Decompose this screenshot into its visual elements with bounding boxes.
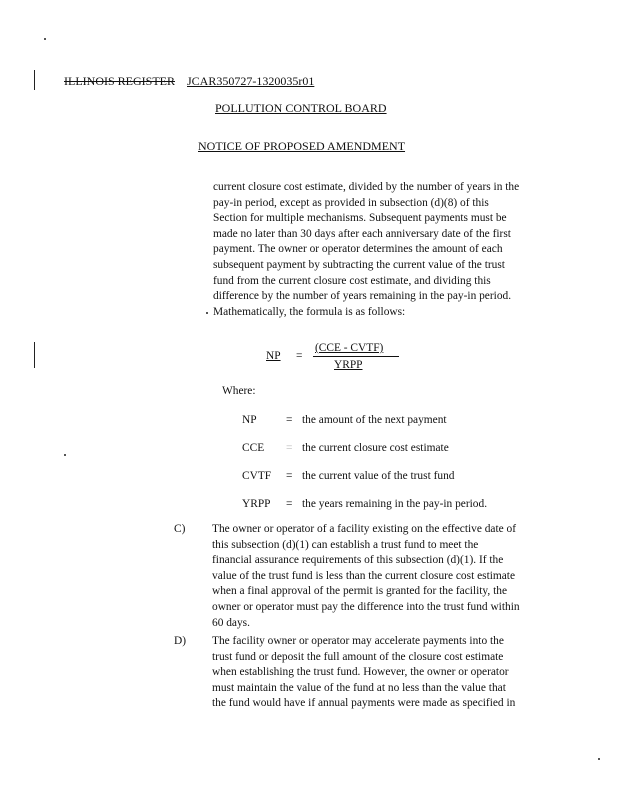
intro-line: current closure cost estimate, divided by the number of years in the — [213, 181, 520, 193]
change-bar-formula — [34, 342, 35, 368]
definition-term: NP — [242, 414, 257, 426]
intro-paragraph — [213, 180, 553, 320]
formula-numerator: (CCE - CVTF) — [315, 342, 384, 354]
board-title-text: POLLUTION CONTROL BOARD — [215, 101, 387, 115]
intro-line: made no later than 30 days after each anniversary date of the first — [213, 227, 511, 240]
scan-speck — [206, 312, 208, 314]
definition-eq: = — [286, 442, 293, 454]
definition-eq: = — [286, 498, 293, 510]
formula-equals: = — [296, 350, 303, 362]
item-c-paragraph — [212, 522, 548, 631]
intro-line: payment. The owner or operator determines the amount of each — [213, 243, 503, 256]
item-c-line: this subsection (d)(1) can establish a trust fund to meet the — [212, 538, 479, 551]
scan-speck — [64, 454, 66, 456]
definition-row — [242, 469, 542, 485]
scan-speck — [44, 38, 46, 40]
item-c-line: when a final approval of the permit is granted for the facility, the — [212, 585, 507, 598]
intro-line: subsequent payment by subtracting the current value of the trust — [213, 258, 505, 271]
intro-line: Mathematically, the formula is as follows: — [213, 305, 406, 318]
item-c-line: financial assurance requirements of this subsection (d)(1). If the — [212, 554, 504, 567]
notice-title — [198, 139, 405, 154]
definition-term: YRPP — [242, 498, 271, 510]
formula-lhs: NP — [266, 350, 281, 362]
item-c-line: 60 days. — [212, 616, 250, 629]
board-title — [215, 101, 387, 116]
definition-meaning: the years remaining in the pay-in period. — [302, 498, 488, 510]
definition-eq: = — [286, 470, 293, 482]
header-line — [64, 74, 314, 89]
notice-title-text: NOTICE OF PROPOSED AMENDMENT — [198, 139, 406, 153]
definition-row — [242, 413, 542, 429]
item-c-line: value of the trust fund is less than the current closure cost estimate — [212, 569, 516, 582]
intro-line: pay-in period, except as provided in subsection (d)(8) of this — [213, 196, 489, 209]
where-label: Where: — [222, 385, 256, 397]
change-bar-top — [34, 70, 35, 90]
definition-meaning: the amount of the next payment — [302, 414, 447, 426]
definition-row — [242, 441, 542, 457]
doc-code: JCAR350727-1320035r01 — [187, 74, 315, 88]
item-d-line: when establishing the trust fund. However, the owner or operator — [212, 666, 509, 679]
definition-meaning: the current value of the trust fund — [302, 470, 455, 482]
item-label-d: D) — [174, 635, 187, 647]
item-d-paragraph — [212, 634, 548, 712]
register-title: ILLINOIS REGISTER — [64, 74, 175, 88]
item-d-line: must maintain the value of the fund at no less than the value that — [212, 681, 506, 694]
formula-denominator: YRPP — [334, 359, 363, 371]
definition-row — [242, 497, 542, 513]
item-d-line: the fund would have if annual payments were made as specified in — [212, 697, 516, 710]
definition-meaning: the current closure cost estimate — [302, 442, 449, 454]
fraction-bar — [313, 356, 399, 357]
scan-speck — [598, 758, 600, 760]
intro-line: Section for multiple mechanisms. Subsequent payments must be — [213, 212, 507, 225]
item-d-line: The facility owner or operator may accelerate payments into the — [212, 635, 504, 647]
item-label-c: C) — [174, 523, 186, 535]
definition-eq: = — [286, 414, 293, 426]
item-d-line: trust fund or deposit the full amount of the closure cost estimate — [212, 650, 504, 663]
item-c-line: The owner or operator of a facility existing on the effective date of — [212, 523, 517, 535]
item-c-line: owner or operator must pay the difference into the trust fund within — [212, 600, 520, 613]
intro-line: fund from the current closure cost estimate, and dividing this — [213, 274, 491, 287]
intro-line: difference by the number of years remaining in the pay-in period. — [213, 290, 512, 303]
definition-term: CCE — [242, 442, 265, 454]
definition-term: CVTF — [242, 470, 272, 482]
